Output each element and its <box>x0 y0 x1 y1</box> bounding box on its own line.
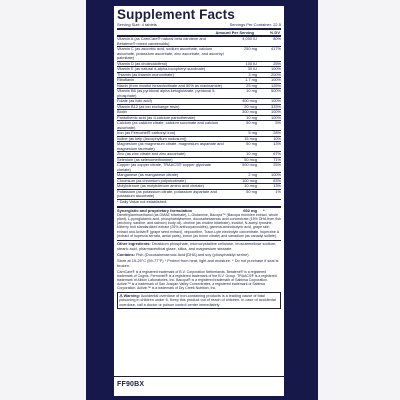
nutrient-dv: 71% <box>273 156 281 162</box>
supplement-facts-label <box>114 6 284 396</box>
nutrient-amount: 30 IU <box>247 66 257 72</box>
other-ingredients-text: Dicalcium phosphate, microcrystalline cellulose, croscarmellose sodium, stearic acid, pharmaceutical glaze, silica, and magnesium stearate. <box>117 241 277 251</box>
nutrient-name: Zinc (as zinc citrate and zinc ascorbate) <box>117 151 186 157</box>
nutrient-amount: 20 mcg <box>244 103 257 109</box>
contains-statement <box>117 253 281 258</box>
nutrient-dv: 500% <box>271 88 281 94</box>
nutrient-amount: 100 IU <box>245 60 257 66</box>
nutrient-amount: 250 mg <box>244 46 257 52</box>
blend-ingredients: Dimethylaminoethanol (as DMAE bitartrate), L-Glutamine, Bacopa™ (Bacopa monnieri extract, whole plant), L-pyroglutamic acid, phosphatidylserine, docosahexaenoic acid concentrate (15% DHA from fish (anchovy, sardine, and salmon) body oil), choline (as choline bitartrate), inositol, N-acetyl tyrosine, bilberry fruit standardized extract (25% anthocyanosides), gamma-aminobutyric acid, grape skin extract and Activin® (grape seed extract), vinpocetine, Trace-Lyte electrolyte concentrate, huperzine A (extract of huperzia serrata, aerial parts), boron (as boron citrate) and vanadium (as vanadyl sulfate). <box>117 212 282 238</box>
nutrient-name: Vitamin E (as natural d-alpha-tocopheryl succinate) <box>117 66 206 72</box>
nutrient-dv: 125% <box>271 82 281 88</box>
nutrient-amount: 500 mcg <box>242 162 257 168</box>
nutrient-amount: 50 mcg <box>244 156 257 162</box>
dv-header: % DV <box>269 30 280 35</box>
nutrient-name: Folate (as folic acid) <box>117 98 152 104</box>
serving-info <box>117 22 281 27</box>
nutrient-amount: 1.7 mg <box>245 77 257 83</box>
nutrient-amount: 2 mg <box>248 172 257 178</box>
nutrient-dv: 1% <box>275 188 281 194</box>
blend-dv: * <box>263 207 265 213</box>
nutrient-dv: 13% <box>273 141 281 147</box>
nutrient-dv: 13% <box>273 183 281 189</box>
iron-warning-box <box>117 292 281 308</box>
nutrient-dv: 417% <box>271 46 281 52</box>
left-margin <box>0 0 86 400</box>
nutrient-row <box>117 88 281 98</box>
nutrient-amount: 50 mg <box>246 120 257 126</box>
nutrient-row <box>117 120 281 130</box>
right-margin <box>318 0 400 400</box>
nutrient-amount: 10 mcg <box>244 183 257 189</box>
nutrient-amount: 10 mg <box>246 114 257 120</box>
nutrient-dv: 5% <box>275 120 281 126</box>
nutrient-name: Vitamin C (as ascorbic acid, sodium ascorbate, calcium ascorbate, potassium ascorbate, zinc ascorbate, and ascorbyl palmitate) <box>117 46 224 61</box>
nutrient-dv: 80% <box>273 36 281 42</box>
nutrient-row <box>117 189 281 199</box>
nutrient-name: Potassium (as potassium citrate, potassium aspartate and potassium ascorbate) <box>117 188 217 199</box>
warning-label: ⚠ Warning: <box>119 293 140 298</box>
other-ingredients <box>117 242 281 251</box>
nutrient-name: Iron (as Ferrochel® carbonyl iron) <box>117 130 176 136</box>
nutrient-amount: 15 mcg <box>244 135 257 141</box>
nutrient-amount: 3 mg <box>248 71 257 77</box>
nutrient-amount: 5 mg <box>248 130 257 136</box>
nutrient-name: Biotin <box>117 109 127 115</box>
nutrient-dv: 25% <box>273 162 281 168</box>
nutrient-amount: 10 mg <box>246 151 257 157</box>
nutrient-dv: 333% <box>271 103 281 109</box>
nutrient-dv: 100% <box>271 98 281 104</box>
nutrient-table <box>117 36 281 199</box>
nutrient-name: Chromium (as chromium polynicotinate) <box>117 177 186 183</box>
serving-size: Serving Size: 4 tablets <box>117 22 157 27</box>
nutrient-amount: 50 mg <box>246 141 257 147</box>
dv-note: * Daily Value not established. <box>117 199 281 205</box>
nutrient-amount: 25 mg <box>246 82 257 88</box>
nutrient-dv: 28% <box>273 130 281 136</box>
nutrient-row <box>117 162 281 172</box>
warning-text: Accidental overdose of iron-containing products is a leading cause of fatal poisoning in children under 6. Keep this product out of reach of children. In case of accidental overdose, call a doctor or poison control center immediately. <box>119 293 276 307</box>
nutrient-row <box>117 46 281 61</box>
nutrient-name: Copper (as copper citrate, TRAACS® copper glycinate chelate) <box>117 162 212 172</box>
nutrient-dv: 25% <box>273 60 281 66</box>
nutrient-amount: 100 mcg <box>242 177 257 183</box>
nutrient-dv: 100% <box>271 114 281 120</box>
nutrient-name: Selenium (as selenomethionine) <box>117 156 173 162</box>
nutrient-name: Vitamin B12 (as ion exchange resin) <box>117 103 180 109</box>
contains-label: Contains: <box>117 251 135 257</box>
nutrient-amount: 400 mcg <box>242 98 257 104</box>
nutrient-row <box>117 141 281 151</box>
storage-instructions: Store at 15-25°C (59-77°F) * Protect from heat, light and moisture. * Do not purchase if seal is broken. <box>117 258 279 268</box>
nutrient-name: Pantothenic acid (as d-calcium pantothenate) <box>117 114 196 120</box>
label-title: Supplement Facts <box>117 7 235 22</box>
nutrient-name: Vitamin B6 (as pyridoxal alpha-ketoglutarate, pyridoxal 5-phosphate) <box>117 88 216 98</box>
nutrient-name: Molybdenum (as molybdenum amino acid chelate) <box>117 183 204 189</box>
nutrient-dv: 83% <box>273 177 281 183</box>
nutrient-name: Calcium (as calcium citrate, calcium succinate and calcium ascorbate) <box>117 120 219 130</box>
nutrient-name: Magnesium (as magnesium citrate, magnesium aspartate and magnesium taurinate) <box>117 141 224 151</box>
nutrient-name: Iodine (as kelp (Ascophyllum nodosum)) <box>117 135 187 141</box>
nutrient-dv: 100% <box>271 109 281 115</box>
blend-amount: 692 mg <box>243 207 257 213</box>
nutrient-dv: 200% <box>271 71 281 77</box>
nutrient-amount: 300 mcg <box>242 109 257 115</box>
other-ingredients-label: Other ingredients: <box>117 241 151 247</box>
nutrient-amount: 4,000 IU <box>242 36 257 42</box>
nutrient-dv: 100% <box>271 66 281 72</box>
contains-text: Fish (Docosahexaenoic Acid [DHA] and soy (phosphatidyl serine). <box>136 251 250 257</box>
nutrient-name: Niacin (from inositol hexanicotinate and 50% as niacinamide) <box>117 82 223 88</box>
blend-header <box>117 208 281 213</box>
trademark-notice: CarnCare® is a registered trademark of B.V. Corporation Netherlands. Betatene® is a registered trademark of Cognis. Ferrochel® is a registered trademark of the B.V. Group. TRAACS® is a registered trademark of Albion Laboratories, Inc. Bacopa® is a registered trademark of Sabinsa Corporation. Activin™ is a trademark of San Joaquin Valley Concentrates, a registered trademark of Sabinsa Corporation. Activin™ is a trademark of Dry Creek Nutrition, Inc. <box>117 269 277 291</box>
nutrient-name: Vitamin A (as CarnCare® natural beta carotene and Betatene® mixed carotenoids) <box>117 36 206 46</box>
nutrient-name: Vitamin D (as cholecalciferol) <box>117 60 168 66</box>
servings-per-container: Servings Per Container: 22.5 <box>229 22 281 27</box>
nutrient-amount: 10 mg <box>246 88 257 94</box>
product-code: FF90BX <box>117 381 145 388</box>
nutrient-dv: 67% <box>273 151 281 157</box>
nutrient-dv: 10% <box>273 135 281 141</box>
nutrient-name: Riboflavin <box>117 77 135 83</box>
nutrient-dv: 100% <box>271 172 281 178</box>
nutrient-amount: 50 mg <box>246 188 257 194</box>
nutrient-name: Thiamin (as thiamin mononitrate) <box>117 71 174 77</box>
nutrient-row <box>117 36 281 46</box>
amount-header: Amount Per Serving <box>215 30 254 35</box>
nutrient-dv: 100% <box>271 77 281 83</box>
blend-name: Synergistic and proprietary formulation <box>117 207 193 213</box>
nutrient-name: Manganese (as manganese citrate) <box>117 172 179 178</box>
